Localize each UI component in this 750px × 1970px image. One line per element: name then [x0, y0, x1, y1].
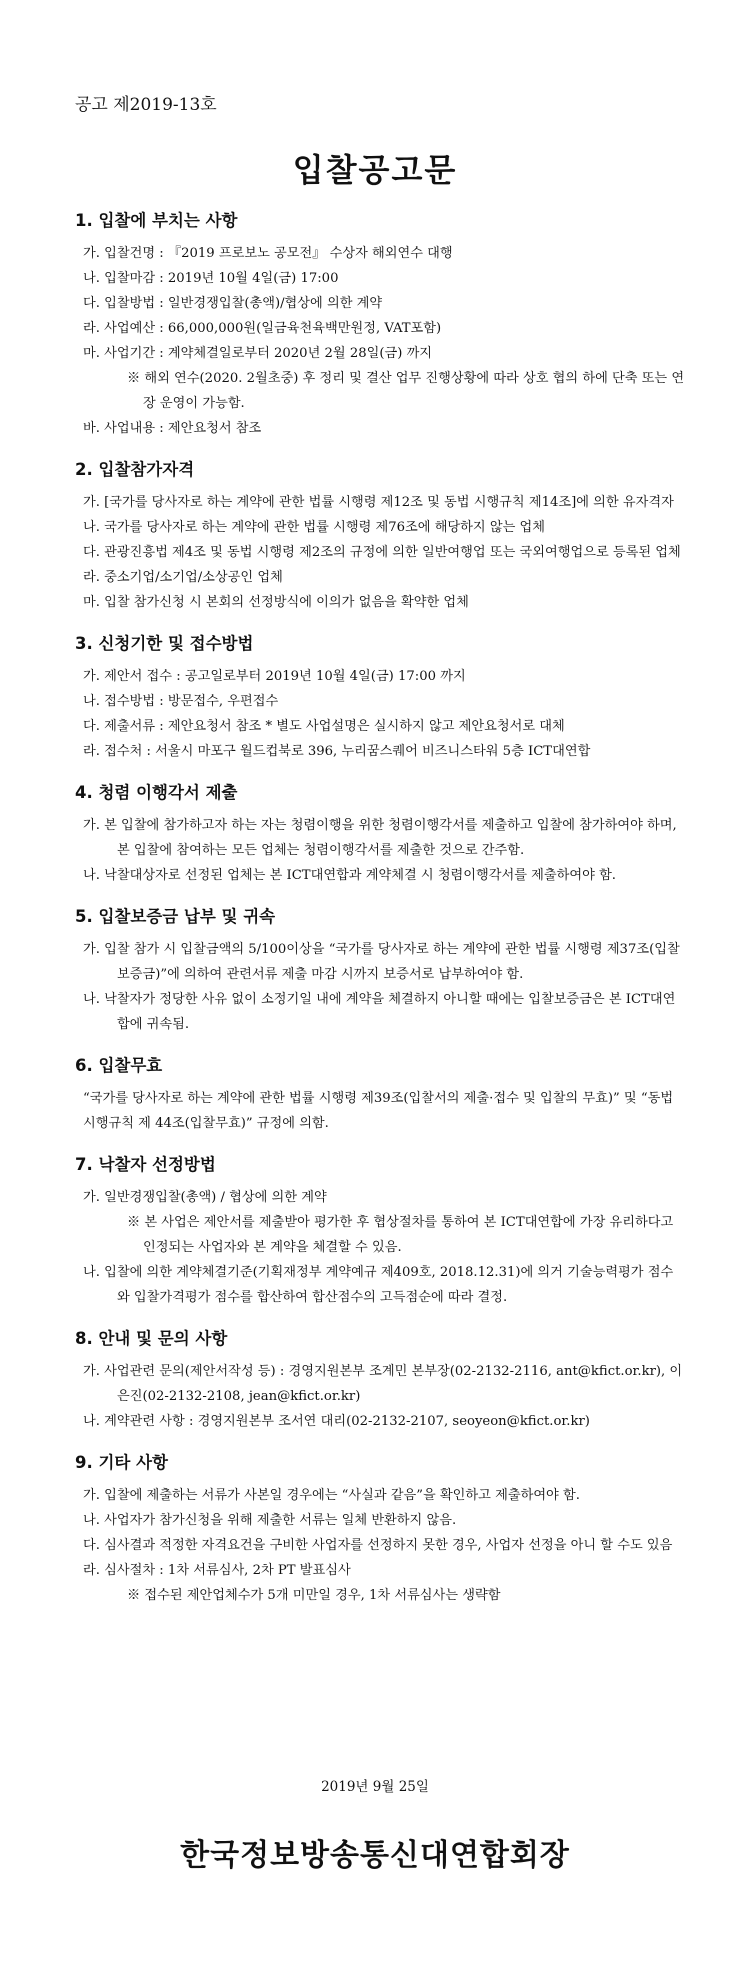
section-heading: 7. 낙찰자 선정방법: [75, 1155, 216, 1174]
page-title: 입찰공고문: [292, 151, 458, 189]
section-heading: 2. 입찰참가자격: [75, 460, 195, 479]
section-2: [75, 459, 685, 615]
section-5: [75, 906, 685, 1037]
list-item: 나. 낙찰대상자로 선정된 업체는 본 ICT대연합과 계약체결 시 청렴이행각서를 제출하여야 함.: [83, 868, 617, 883]
list-item: 마. 사업기간 : 계약체결일로부터 2020년 2월 28일(금) 까지: [83, 346, 433, 361]
section-heading: 8. 안내 및 문의 사항: [75, 1329, 228, 1348]
list-item: 가. 입찰 참가 시 입찰금액의 5/100이상을 “국가를 당사자로 하는 계약에 관한 법률 시행령 제37조(입찰보증금)”에 의하여 관련서류 제출 마감 시까지 보증서로 납부하여야 함.: [83, 942, 680, 982]
list-item: 가. [국가를 당사자로 하는 계약에 관한 법률 시행령 제12조 및 동법 시행규칙 제14조]에 의한 유자격자: [83, 495, 674, 510]
section-9: [75, 1452, 685, 1608]
section-heading: 5. 입찰보증금 납부 및 귀속: [75, 907, 276, 926]
list-item: 라. 접수처 : 서울시 마포구 월드컵북로 396, 누리꿈스퀘어 비즈니스타워 5층 ICT대연합: [83, 744, 591, 759]
section-7: [75, 1154, 685, 1310]
note-item: ※ 본 사업은 제안서를 제출받아 평가한 후 협상절차를 통하여 본 ICT대연합에 가장 유리하다고 인정되는 사업자와 본 계약을 체결할 수 있음.: [127, 1215, 674, 1255]
notice-body: [75, 210, 685, 1626]
organization-signature: 한국정보방송통신대연합회장: [180, 1838, 570, 1873]
section-heading: 3. 신청기한 및 접수방법: [75, 634, 254, 653]
notice-number: 공고 제2019-13호: [75, 95, 217, 115]
list-item: 다. 관광진흥법 제4조 및 동법 시행령 제2조의 규정에 의한 일반여행업 또는 국외여행업으로 등록된 업체: [83, 545, 681, 560]
list-item: 라. 사업예산 : 66,000,000원(일금육천육백만원정, VAT포함): [83, 321, 442, 336]
list-item: 가. 입찰에 제출하는 서류가 사본일 경우에는 “사실과 같음”을 확인하고 제출하여야 함.: [83, 1488, 580, 1503]
list-item: 가. 본 입찰에 참가하고자 하는 자는 청렴이행을 위한 청렴이행각서를 제출하고 입찰에 참가하여야 하며, 본 입찰에 참여하는 모든 업체는 청렴이행각서를 제출한 것으로 간주함.: [83, 818, 677, 858]
list-item: 가. 사업관련 문의(제안서작성 등) : 경영지원본부 조계민 본부장(02-2132-2116, ant@kfict.or.kr), 이은진(02-2132-2108, jean@kfict.or.kr): [83, 1364, 683, 1404]
list-item: 나. 입찰에 의한 계약체결기준(기획재정부 계약예규 제409호, 2018.12.31)에 의거 기술능력평가 점수와 입찰가격평가 점수를 합산하여 합산점수의 고득점순에 따라 결정.: [83, 1265, 674, 1305]
list-item: 나. 입찰마감 : 2019년 10월 4일(금) 17:00: [83, 271, 339, 286]
list-item: 나. 국가를 당사자로 하는 계약에 관한 법률 시행령 제76조에 해당하지 않는 업체: [83, 520, 545, 535]
section-heading: 6. 입찰무효: [75, 1056, 163, 1075]
list-item: 마. 입찰 참가신청 시 본회의 선정방식에 이의가 없음을 확약한 업체: [83, 595, 469, 610]
section-6: [75, 1055, 685, 1136]
list-item: 나. 사업자가 참가신청을 위해 제출한 서류는 일체 반환하지 않음.: [83, 1513, 457, 1528]
section-heading: 9. 기타 사항: [75, 1453, 168, 1472]
section-8: [75, 1328, 685, 1434]
section-1: [75, 210, 685, 441]
section-4: [75, 782, 685, 888]
note-item: ※ 접수된 제안업체수가 5개 미만일 경우, 1차 서류심사는 생략함: [127, 1588, 501, 1603]
list-item: 나. 접수방법 : 방문접수, 우편접수: [83, 694, 279, 709]
note-item: ※ 해외 연수(2020. 2월초중) 후 정리 및 결산 업무 진행상황에 따라 상호 협의 하에 단축 또는 연장 운영이 가능함.: [127, 371, 685, 411]
list-item: 다. 입찰방법 : 일반경쟁입찰(총액)/협상에 의한 계약: [83, 296, 383, 311]
paragraph: “국가를 당사자로 하는 계약에 관한 법률 시행령 제39조(입찰서의 제출·접수 및 입찰의 무효)” 및 “동법 시행규칙 제 44조(입찰무효)” 규정에 의함.: [83, 1091, 674, 1131]
section-3: [75, 633, 685, 764]
list-item: 나. 낙찰자가 정당한 사유 없이 소정기일 내에 계약을 체결하지 아니할 때에는 입찰보증금은 본 ICT대연합에 귀속됨.: [83, 992, 676, 1032]
list-item: 가. 입찰건명 : 『2019 프로보노 공모전』 수상자 해외연수 대행: [83, 246, 453, 261]
announcement-date: 2019년 9월 25일: [321, 1779, 429, 1795]
list-item: 나. 계약관련 사항 : 경영지원본부 조서연 대리(02-2132-2107, seoyeon@kfict.or.kr): [83, 1414, 590, 1429]
list-item: 다. 심사결과 적정한 자격요건을 구비한 사업자를 선정하지 못한 경우, 사업자 선정을 아니 할 수도 있음: [83, 1538, 673, 1553]
section-heading: 4. 청렴 이행각서 제출: [75, 783, 238, 802]
list-item: 라. 심사절차 : 1차 서류심사, 2차 PT 발표심사: [83, 1563, 351, 1578]
list-item: 가. 제안서 접수 : 공고일로부터 2019년 10월 4일(금) 17:00 까지: [83, 669, 466, 684]
list-item: 라. 중소기업/소기업/소상공인 업체: [83, 570, 283, 585]
list-item: 가. 일반경쟁입찰(총액) / 협상에 의한 계약: [83, 1190, 327, 1205]
section-heading: 1. 입찰에 부치는 사항: [75, 211, 238, 230]
list-item: 다. 제출서류 : 제안요청서 참조 * 별도 사업설명은 실시하지 않고 제안요청서로 대체: [83, 719, 565, 734]
list-item: 바. 사업내용 : 제안요청서 참조: [83, 421, 262, 436]
